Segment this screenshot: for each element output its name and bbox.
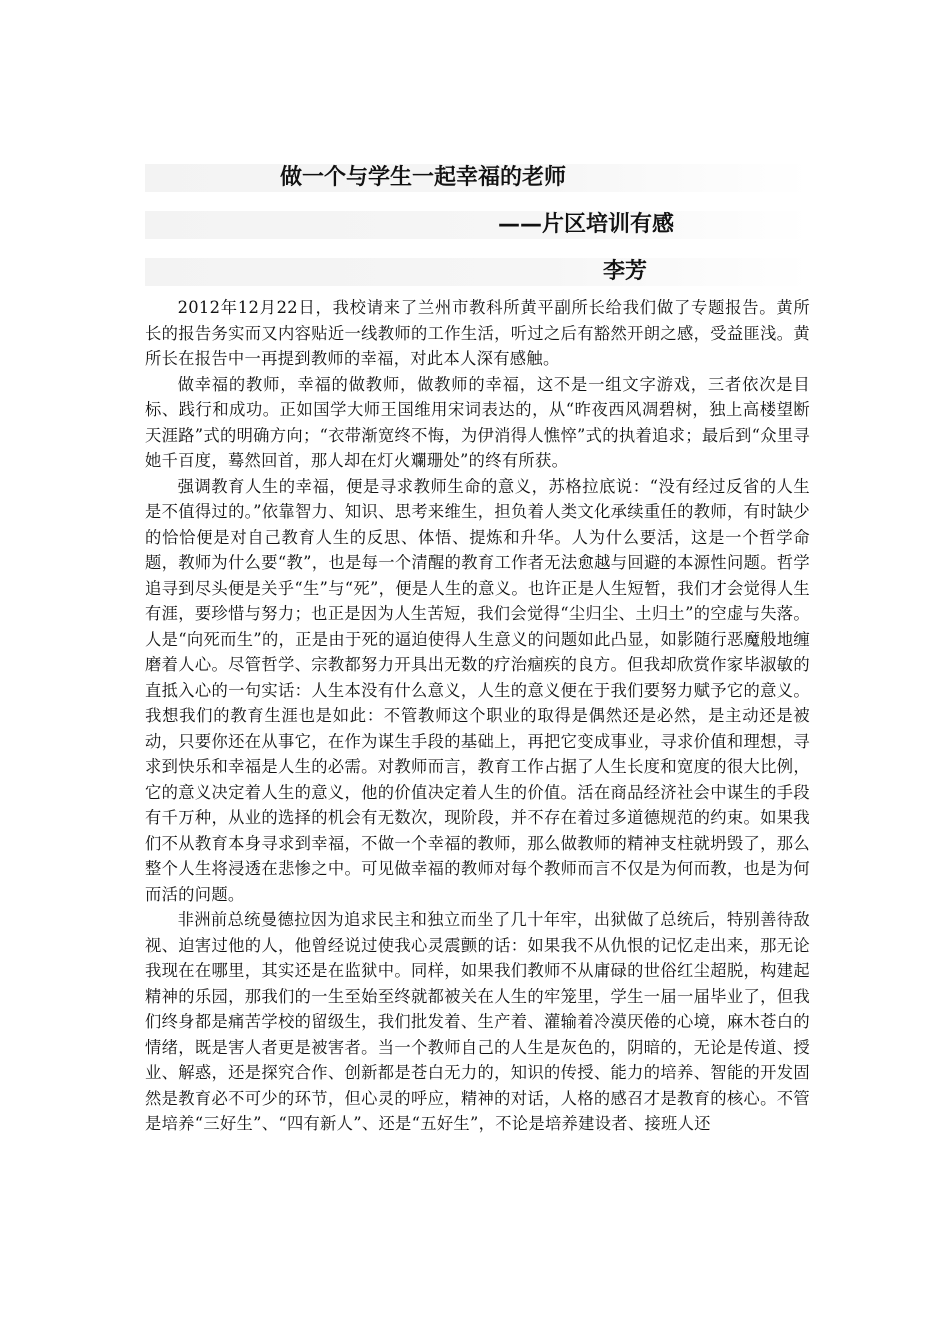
- paragraph-1: 2012年12月22日，我校请来了兰州市教科所黄平副所长给我们做了专题报告。黄所长的报告务实而又内容贴近一线教师的工作生活，听过之后有豁然开朗之感，受益匪浅。黄所长在报告中一再提到教师的幸福，对此本人深有感触。: [145, 298, 810, 368]
- paragraph-3: 强调教育人生的幸福，便是寻求教师生命的意义，苏格拉底说：“没有经过反省的人生是不值得过的。”依靠智力、知识、思考来维生，担负着人类文化承续重任的教师，有时缺少的恰恰便是对自己教育人生的反思、体悟、提炼和升华。人为什么要活，这是一个哲学命题，教师为什么要“教”，也是每一个清醒的教育工作者无法愈越与回避的本源性问题。哲学追寻到尽头便是关乎“生”与“死”，便是人生的意义。也许正是人生短暂，我们才会觉得人生有涯，要珍惜与努力；也正是因为人生苦短，我们会觉得“尘归尘、土归土”的空虚与失落。人是“向死而生”的，正是由于死的逼迫使得人生意义的问题如此凸显，如影随行恶魔般地缠磨着人心。尽管哲学、宗教都努力开具出无数的疗治痼疾的良方。但我却欣赏作家毕淑敏的直抵入心的一句实话：人生本没有什么意义，人生的意义便在于我们要努力赋予它的意义。我想我们的教育生涯也是如此：不管教师这个职业的取得是偶然还是必然，是主动还是被动，只要你还在从事它，在作为谋生手段的基础上，再把它变成事业，寻求价值和理想，寻求到快乐和幸福是人生的必需。对教师而言，教育工作占据了人生长度和宽度的很大比例，它的意义决定着人生的意义，他的价值决定着人生的价值。活在商品经济社会中谋生的手段有千万种，从业的选择的机会有无数次，现阶段，并不存在着过多道德规范的约束。如果我们不从教育本身寻求到幸福，不做一个幸福的教师，那么做教师的精神支柱就坍毁了，那么整个人生将浸透在悲惨之中。可见做幸福的教师对每个教师而言不仅是为何而教，也是为何而活的问题。: [145, 476, 810, 904]
- subtitle-highlight: [145, 211, 810, 239]
- document-subtitle: ——片区培训有感: [498, 212, 675, 237]
- article-body: [145, 295, 810, 1137]
- paragraph-4: 非洲前总统曼德拉因为追求民主和独立而坐了几十年牢，出狱做了总统后，特别善待敌视、迫害过他的人，他曾经说过使我心灵震颤的话：如果我不从仇恨的记忆走出来，那无论我现在在哪里，其实还是在监狱中。同样，如果我们教师不从庸碌的世俗红尘超脱，构建起精神的乐园，那我们的一生至始至终就都被关在人生的牢笼里，学生一届一届毕业了，但我们终身都是痛苦学校的留级生，我们批发着、生产着、灌输着冷漠厌倦的心境，麻木苍白的情绪，既是害人者更是被害者。当一个教师自己的人生是灰色的，阴暗的，无论是传道、授业、解惑，还是探究合作、创新都是苍白无力的，知识的传授、能力的培养、智能的开发固然是教育必不可少的环节，但心灵的呼应，精神的对话，人格的感召才是教育的核心。不管是培养“三好生”、“四有新人”、还是“五好生”，不论是培养建设者、接班人还: [145, 910, 810, 1133]
- paragraph-2: 做幸福的教师，幸福的做教师，做教师的幸福，这不是一组文字游戏，三者依次是目标、践行和成功。正如国学大师王国维用宋词表达的，从“昨夜西风凋碧树，独上高楼望断天涯路”式的明确方向；“衣带渐宽终不悔，为伊消得人憔悴”式的执着追求；最后到“众里寻她千百度，蓦然回首，那人却在灯火斕珊处”的终有所获。: [145, 374, 810, 470]
- document-author: 李芳: [603, 259, 648, 284]
- document-title: 做一个与学生一起幸福的老师: [280, 165, 567, 190]
- author-highlight: [145, 258, 810, 286]
